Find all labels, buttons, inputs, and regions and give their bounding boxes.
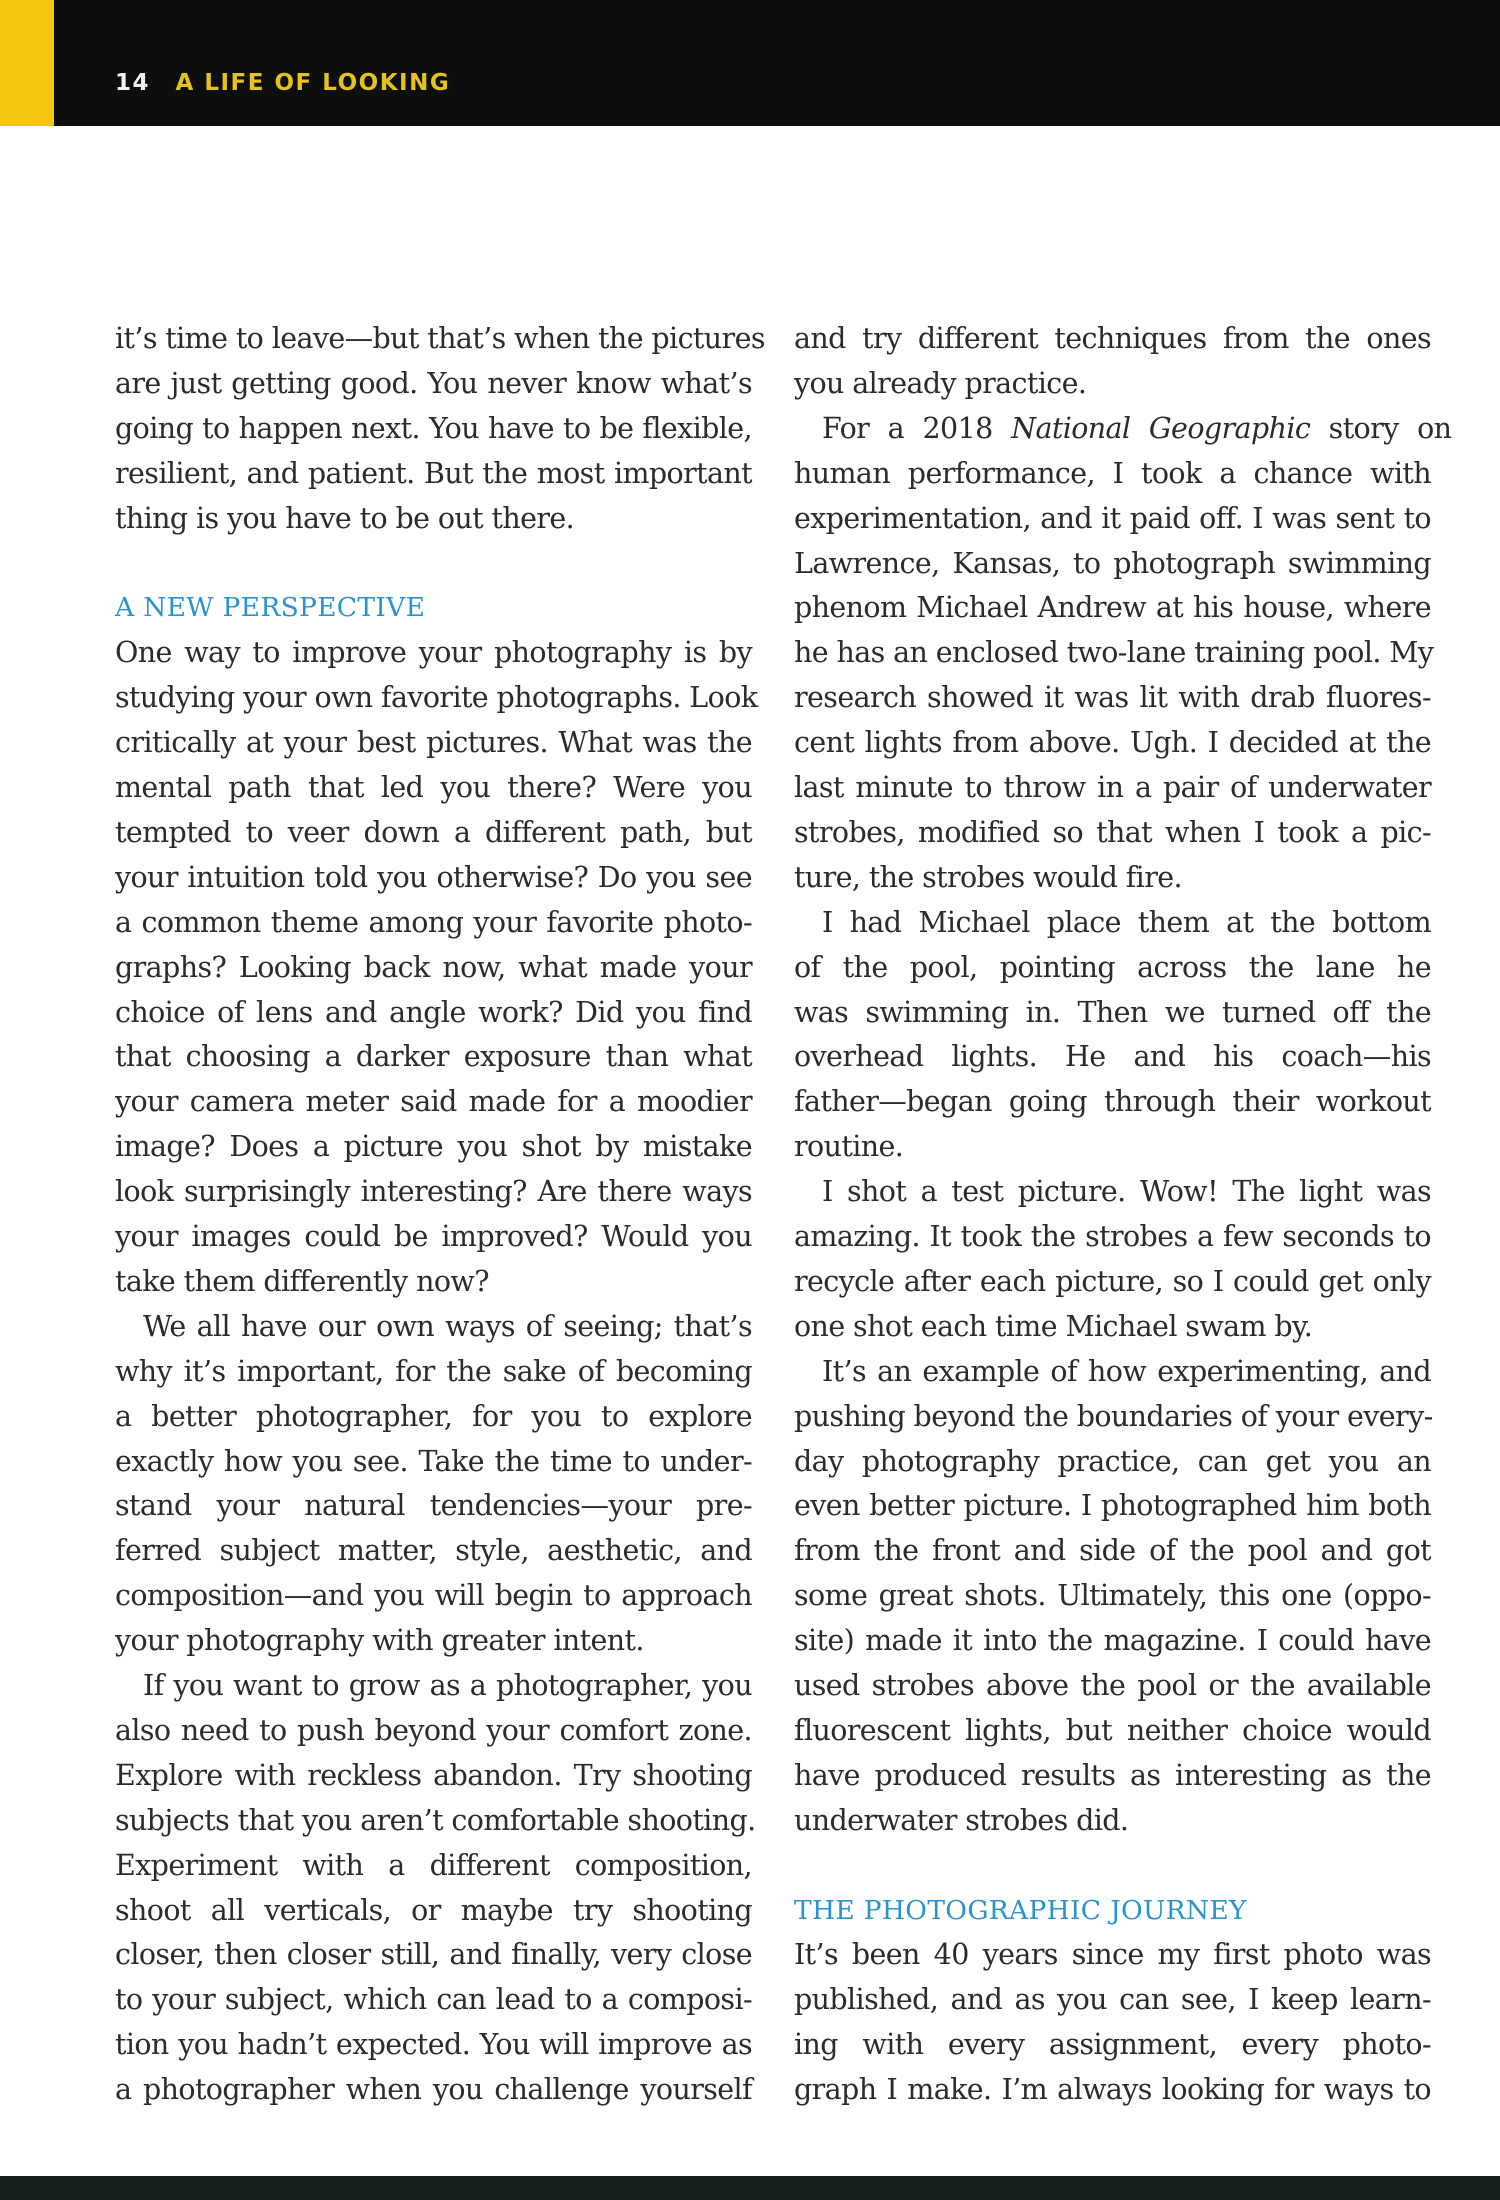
text-line: last minute to throw in a pair of underwater — [794, 771, 1431, 804]
text-line: ing with every assignment, every photo- — [794, 2028, 1431, 2062]
text-line: closer, then closer still, and finally, very close — [115, 1938, 752, 1972]
text-line: composition—and you will begin to approach — [115, 1579, 752, 1613]
text-line: human performance, I took a chance with — [794, 456, 1431, 490]
text-line: ferred subject matter, style, aesthetic, and — [115, 1534, 752, 1568]
text-line: take them differently now? — [115, 1264, 489, 1298]
text-line: father—began going through their workout — [794, 1085, 1431, 1119]
text-line: your photography with greater intent. — [115, 1624, 644, 1658]
section-title: A LIFE OF LOOKING — [175, 70, 451, 96]
text-line: look surprisingly interesting? Are there ways — [115, 1175, 752, 1209]
text-line: shoot all verticals, or maybe try shooting — [115, 1893, 752, 1927]
bottom-edge-bar — [0, 2176, 1500, 2200]
text-line: exactly how you see. Take the time to under- — [115, 1444, 752, 1478]
text-line: We all have our own ways of seeing; that’s — [143, 1309, 752, 1343]
text-line: I shot a test picture. Wow! The light was — [822, 1175, 1431, 1209]
text-line: a photographer when you challenge yourself — [115, 2073, 752, 2107]
text-line: a common theme among your favorite photo- — [115, 905, 752, 939]
text-line: Lawrence, Kansas, to photograph swimming — [794, 546, 1431, 580]
text-line: from the front and side of the pool and got — [794, 1534, 1431, 1568]
text-line: cent lights from above. Ugh. I decided at the — [794, 726, 1431, 760]
text-line: a better photographer, for you to explore — [115, 1399, 752, 1433]
text-line: your images could be improved? Would you — [115, 1220, 752, 1253]
text-line: fluorescent lights, but neither choice would — [794, 1713, 1431, 1747]
text-line: recycle after each picture, so I could get only — [794, 1264, 1431, 1298]
text-line: subjects that you aren’t comfortable shooting. — [115, 1803, 756, 1837]
text-line: Explore with reckless abandon. Try shooting — [115, 1758, 752, 1792]
text-line: amazing. It took the strobes a few seconds to — [794, 1220, 1431, 1253]
text-segment: story on — [1310, 411, 1452, 445]
text-line: thing is you have to be out there. — [115, 501, 575, 535]
text-line: choice of lens and angle work? Did you find — [115, 995, 752, 1029]
text-line: experimentation, and it paid off. I was sent to — [794, 501, 1431, 535]
text-line: resilient, and patient. But the most important — [115, 456, 752, 490]
text-line: graph I make. I’m always looking for ways to — [794, 2073, 1431, 2107]
text-line: even better picture. I photographed him both — [794, 1489, 1431, 1523]
text-line: studying your own favorite photographs. Look — [115, 681, 758, 715]
text-line: critically at your best pictures. What was the — [115, 726, 752, 760]
text-line: your intuition told you otherwise? Do you see — [115, 860, 752, 894]
text-line: graphs? Looking back now, what made your — [115, 950, 752, 984]
text-line: your camera meter said made for a moodier — [115, 1085, 752, 1119]
text-line: It’s been 40 years since my first photo was — [794, 1938, 1431, 1972]
text-line: I had Michael place them at the bottom — [822, 905, 1431, 939]
text-line: of the pool, pointing across the lane he — [794, 950, 1431, 984]
text-line: are just getting good. You never know what’s — [115, 366, 752, 400]
text-line: routine. — [794, 1130, 904, 1164]
text-line: stand your natural tendencies—your pre- — [115, 1489, 752, 1523]
text-line: going to happen next. You have to be flexible, — [115, 411, 752, 445]
text-line: published, and as you can see, I keep learn- — [794, 1983, 1431, 2017]
text-line: pushing beyond the boundaries of your every- — [794, 1399, 1433, 1433]
text-line: ture, the strobes would fire. — [794, 860, 1182, 894]
text-line: phenom Michael Andrew at his house, where — [794, 591, 1431, 625]
running-header-bar — [0, 0, 1500, 126]
text-line: Experiment with a different composition, — [115, 1848, 752, 1882]
text-segment: For a 2018 — [822, 411, 1012, 445]
text-line: day photography practice, can get you an — [794, 1444, 1431, 1478]
text-line: he has an enclosed two-lane training pool. My — [794, 636, 1434, 670]
text-line: It’s an example of how experimenting, and — [822, 1354, 1431, 1388]
text-line: to your subject, which can lead to a composi- — [115, 1983, 752, 2017]
publication-title: National Geographic — [1011, 411, 1311, 445]
text-line: have produced results as interesting as the — [794, 1758, 1431, 1792]
text-line: some great shots. Ultimately, this one (oppo- — [794, 1579, 1431, 1613]
section-heading: THE PHOTOGRAPHIC JOURNEY — [794, 1894, 1247, 1926]
text-line: used strobes above the pool or the available — [794, 1669, 1431, 1702]
page-number: 14 — [115, 70, 151, 96]
text-line: If you want to grow as a photographer, you — [143, 1669, 752, 1702]
text-line: was swimming in. Then we turned off the — [794, 995, 1431, 1029]
text-line — [794, 406, 1452, 451]
text-line: strobes, modified so that when I took a pic- — [794, 815, 1431, 849]
text-line: it’s time to leave—but that’s when the pictures — [115, 322, 765, 355]
text-line: underwater strobes did. — [794, 1803, 1129, 1837]
text-line: why it’s important, for the sake of becoming — [115, 1354, 752, 1388]
text-line: mental path that led you there? Were you — [115, 771, 752, 804]
text-line: research showed it was lit with drab fluores- — [794, 681, 1431, 715]
text-line: site) made it into the magazine. I could have — [794, 1624, 1431, 1658]
yellow-border-strip — [0, 0, 54, 126]
text-line: that choosing a darker exposure than what — [115, 1040, 752, 1074]
running-header — [115, 70, 450, 96]
text-line: and try different techniques from the ones — [794, 322, 1431, 355]
section-heading: A NEW PERSPECTIVE — [115, 592, 426, 624]
text-line: also need to push beyond your comfort zone. — [115, 1713, 752, 1747]
text-line: you already practice. — [794, 366, 1087, 400]
text-line: image? Does a picture you shot by mistake — [115, 1130, 752, 1164]
text-line: overhead lights. He and his coach—his — [794, 1040, 1431, 1074]
text-line: One way to improve your photography is by — [115, 636, 752, 670]
text-line: tempted to veer down a different path, but — [115, 815, 752, 849]
text-line: one shot each time Michael swam by. — [794, 1309, 1313, 1343]
text-line: tion you hadn’t expected. You will improve as — [115, 2028, 752, 2062]
